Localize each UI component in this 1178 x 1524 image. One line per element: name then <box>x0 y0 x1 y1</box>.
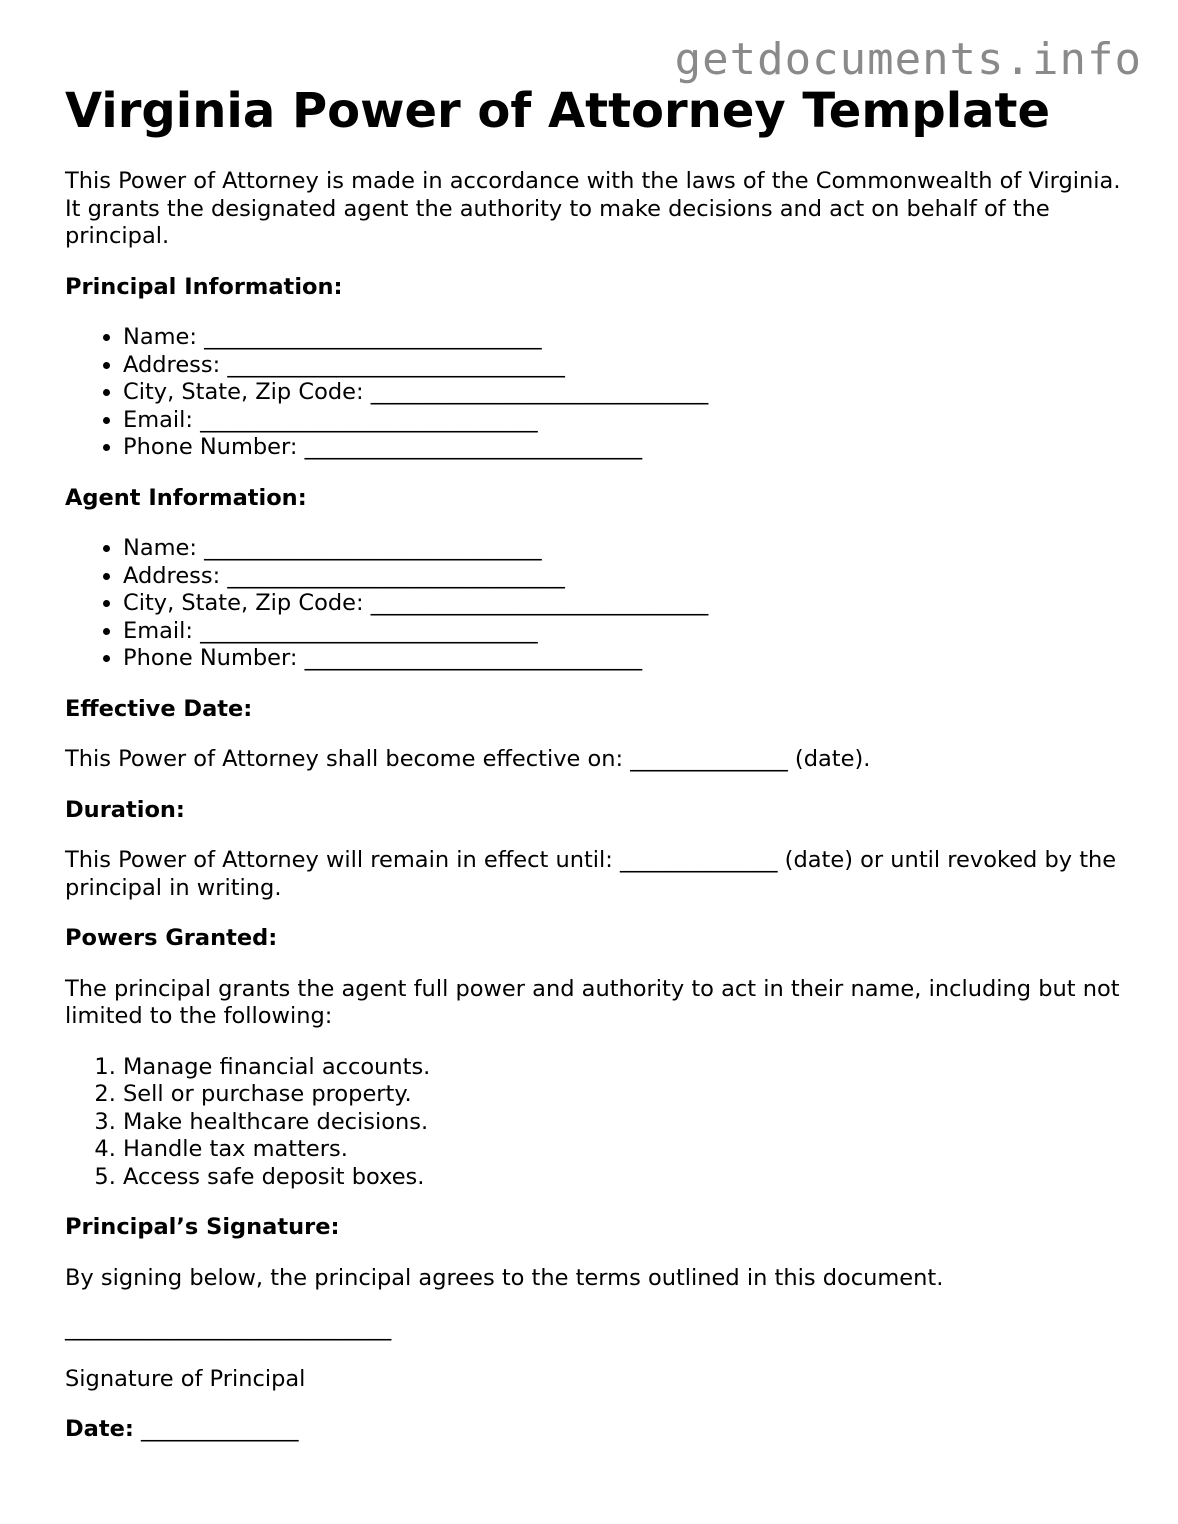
duration-text: This Power of Attorney will remain in effect until: ______________ (date) or until revoked by the principal in writing. <box>65 847 1117 901</box>
power-item: 3. Make healthcare decisions. <box>123 1109 1125 1137</box>
power-item: 4. Handle tax matters. <box>123 1136 1125 1164</box>
powers-list <box>65 1054 1125 1192</box>
effective-date-heading: Effective Date: <box>65 695 253 722</box>
effective-date-text: This Power of Attorney shall become effective on: ______________ (date). <box>65 746 871 772</box>
power-item: 2. Sell or purchase property. <box>123 1081 1125 1109</box>
agent-phone-field: • Phone Number: ______________________________ <box>123 645 1125 673</box>
agent-address-field: • Address: ______________________________ <box>123 563 1125 591</box>
agent-info-list <box>65 535 1125 673</box>
principal-name-field: • Name: ______________________________ <box>123 324 1125 352</box>
principal-phone-field: • Phone Number: ______________________________ <box>123 434 1125 462</box>
agent-city-state-zip-field: • City, State, Zip Code: ______________________________ <box>123 590 1125 618</box>
powers-granted-text: The principal grants the agent full power and authority to act in their name, including but not limited to the following: <box>65 975 1120 1029</box>
date-row <box>65 1416 1125 1444</box>
agent-email-field: • Email: ______________________________ <box>123 618 1125 646</box>
signature-line: _____________________________ <box>65 1315 392 1341</box>
duration-heading: Duration: <box>65 796 185 823</box>
signature-agreement-text: By signing below, the principal agrees to the terms outlined in this document. <box>65 1264 944 1291</box>
principal-info-heading: Principal Information: <box>65 273 343 300</box>
date-line: ______________ <box>141 1416 299 1442</box>
power-item: 5. Access safe deposit boxes. <box>123 1164 1125 1192</box>
principal-email-field: • Email: ______________________________ <box>123 407 1125 435</box>
principal-info-list <box>65 324 1125 462</box>
signature-label: Signature of Principal <box>65 1365 306 1392</box>
principal-city-state-zip-field: • City, State, Zip Code: ______________________________ <box>123 379 1125 407</box>
agent-info-heading: Agent Information: <box>65 484 307 511</box>
document-page <box>65 82 1125 1444</box>
principal-signature-heading: Principal’s Signature: <box>65 1214 340 1240</box>
agent-name-field: • Name: ______________________________ <box>123 535 1125 563</box>
document-title: Virginia Power of Attorney Template <box>65 83 1051 139</box>
principal-address-field: • Address: ______________________________ <box>123 352 1125 380</box>
intro-paragraph: This Power of Attorney is made in accordance with the laws of the Commonwealth of Virginia. It grants the designated agent the authority to make decisions and act on behalf of the principal. <box>65 168 1121 249</box>
date-label: Date: <box>65 1416 134 1442</box>
power-item: 1. Manage financial accounts. <box>123 1054 1125 1082</box>
watermark: getdocuments.info <box>674 34 1142 85</box>
powers-granted-heading: Powers Granted: <box>65 925 278 951</box>
